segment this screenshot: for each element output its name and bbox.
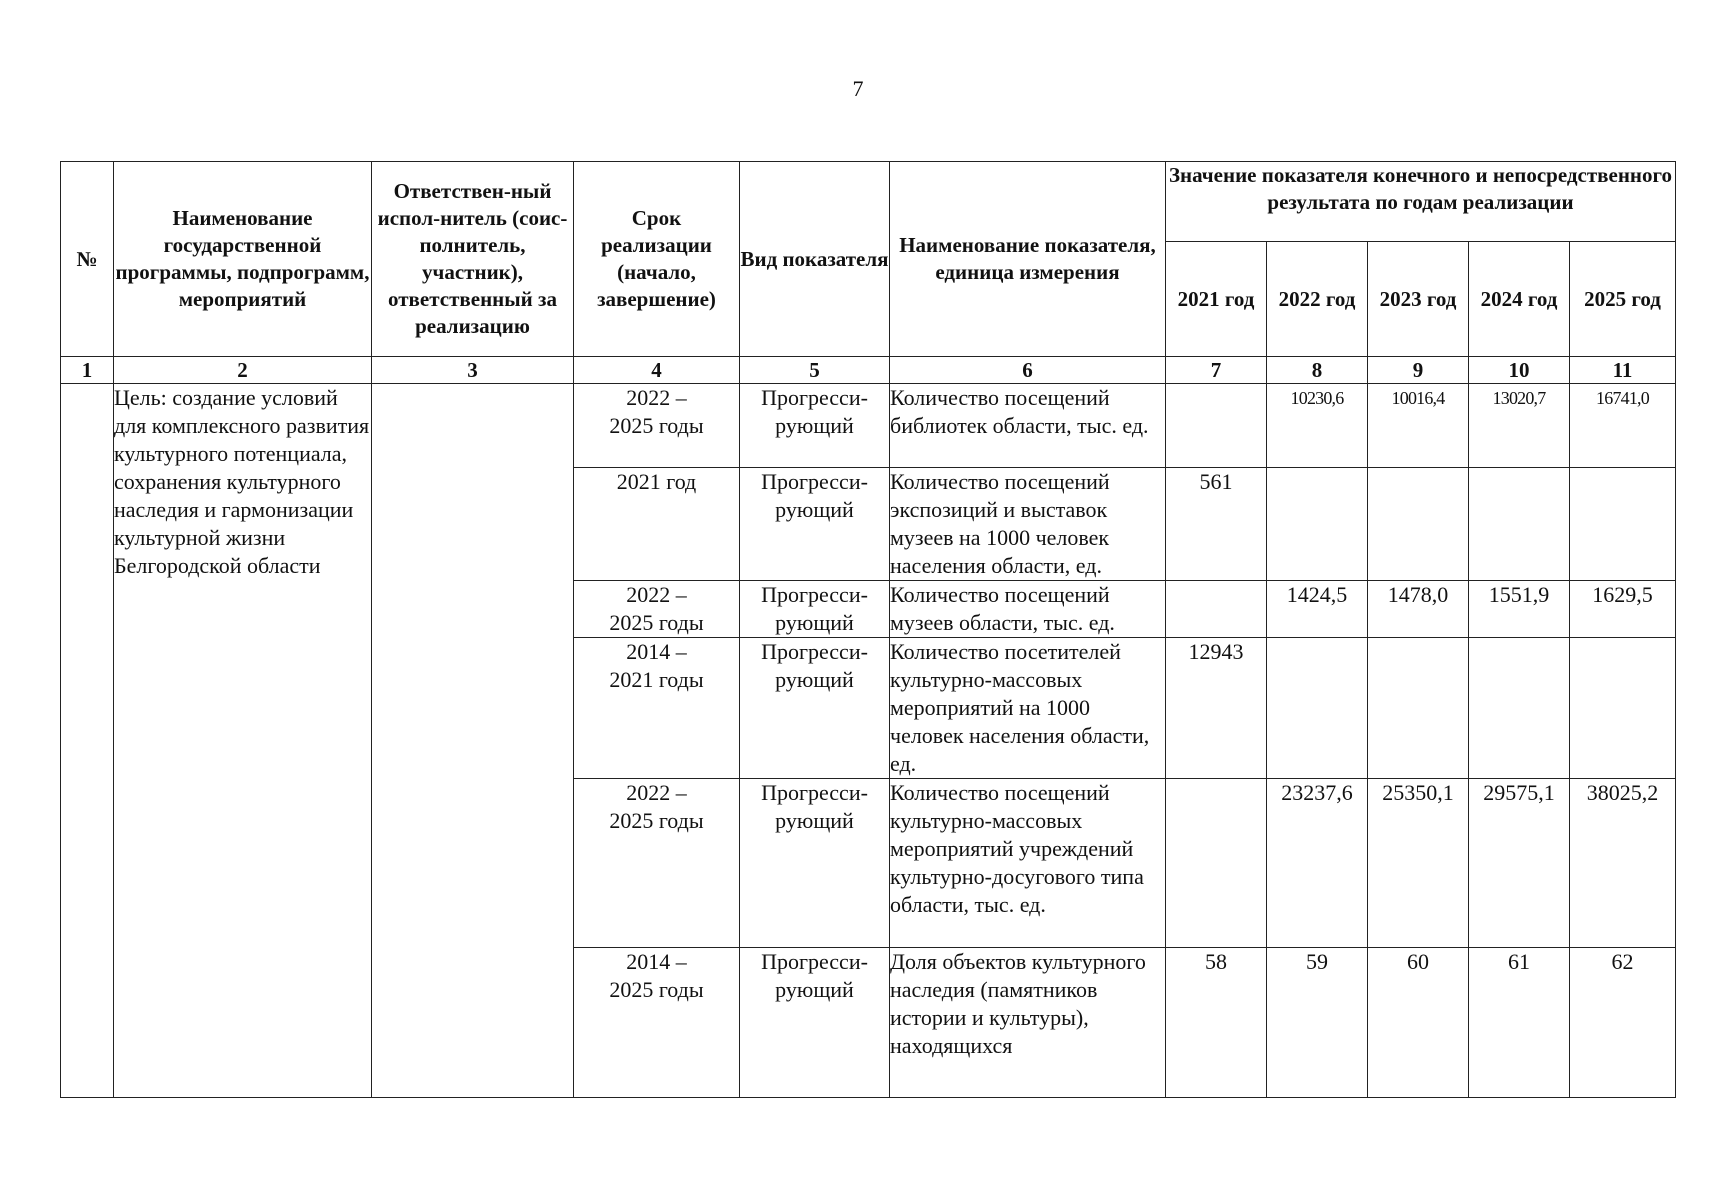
value-2021: 561 bbox=[1166, 468, 1267, 581]
indicator-type-cell: Прогресси- рующий bbox=[740, 384, 890, 468]
column-number: 5 bbox=[740, 357, 890, 384]
value-2023 bbox=[1368, 638, 1469, 779]
value-2022: 59 bbox=[1267, 948, 1368, 1098]
column-number: 10 bbox=[1469, 357, 1570, 384]
term-cell: 2014 – 2025 годы bbox=[574, 948, 740, 1098]
header-term: Срок реализации (начало, завершение) bbox=[574, 162, 740, 357]
indicator-name-cell: Количество посетителей культурно-массовых мероприятий на 1000 человек населения области, ед. bbox=[890, 638, 1166, 779]
value-2023 bbox=[1368, 468, 1469, 581]
indicator-type-cell: Прогресси- рующий bbox=[740, 581, 890, 638]
table-row bbox=[61, 384, 1676, 468]
value-2021: 12943 bbox=[1166, 638, 1267, 779]
column-number: 1 bbox=[61, 357, 114, 384]
column-number: 8 bbox=[1267, 357, 1368, 384]
value-2024: 1551,9 bbox=[1469, 581, 1570, 638]
value-2021 bbox=[1166, 581, 1267, 638]
column-number: 6 bbox=[890, 357, 1166, 384]
value-2022: 10230,6 bbox=[1267, 384, 1368, 468]
value-2023: 1478,0 bbox=[1368, 581, 1469, 638]
value-2021: 58 bbox=[1166, 948, 1267, 1098]
indicator-name-cell: Количество посещений библиотек области, тыс. ед. bbox=[890, 384, 1166, 468]
column-number: 2 bbox=[114, 357, 372, 384]
term-cell: 2022 – 2025 годы bbox=[574, 384, 740, 468]
value-2025: 62 bbox=[1570, 948, 1676, 1098]
header-executor: Ответствен-ный испол-нитель (соис-полнитель, участник), ответственный за реализацию bbox=[372, 162, 574, 357]
column-number: 4 bbox=[574, 357, 740, 384]
header-year-2022: 2022 год bbox=[1267, 242, 1368, 357]
indicators-table bbox=[60, 161, 1676, 1098]
column-number: 7 bbox=[1166, 357, 1267, 384]
column-number: 3 bbox=[372, 357, 574, 384]
value-2023: 60 bbox=[1368, 948, 1469, 1098]
indicator-name-cell: Количество посещений музеев области, тыс. ед. bbox=[890, 581, 1166, 638]
value-2024: 13020,7 bbox=[1469, 384, 1570, 468]
indicator-type-cell: Прогресси- рующий bbox=[740, 779, 890, 948]
header-year-2021: 2021 год bbox=[1166, 242, 1267, 357]
indicator-name-cell: Количество посещений культурно-массовых мероприятий учреждений культурно-досугового типа области, тыс. ед. bbox=[890, 779, 1166, 948]
indicator-type-cell: Прогресси- рующий bbox=[740, 948, 890, 1098]
header-program-name: Наименование государственной программы, подпрограмм, мероприятий bbox=[114, 162, 372, 357]
value-2022: 1424,5 bbox=[1267, 581, 1368, 638]
value-2025: 38025,2 bbox=[1570, 779, 1676, 948]
value-2024: 29575,1 bbox=[1469, 779, 1570, 948]
term-cell: 2022 – 2025 годы bbox=[574, 581, 740, 638]
term-cell: 2021 год bbox=[574, 468, 740, 581]
value-2022 bbox=[1267, 468, 1368, 581]
indicator-name-cell: Количество посещений экспозиций и выставок музеев на 1000 человек населения области, ед. bbox=[890, 468, 1166, 581]
value-2024 bbox=[1469, 468, 1570, 581]
value-2023: 10016,4 bbox=[1368, 384, 1469, 468]
value-2025 bbox=[1570, 638, 1676, 779]
goal-text: Цель: создание условий для комплексного развития культурного потенциала, сохранения культурного наследия и гармонизации культурной жизни Белгородской области bbox=[114, 384, 372, 1098]
executor-cell bbox=[372, 384, 574, 1098]
term-cell: 2014 – 2021 годы bbox=[574, 638, 740, 779]
column-number: 9 bbox=[1368, 357, 1469, 384]
value-2025 bbox=[1570, 468, 1676, 581]
value-2024: 61 bbox=[1469, 948, 1570, 1098]
value-2021 bbox=[1166, 779, 1267, 948]
value-2025: 1629,5 bbox=[1570, 581, 1676, 638]
value-2023: 25350,1 bbox=[1368, 779, 1469, 948]
header-year-2023: 2023 год bbox=[1368, 242, 1469, 357]
row-number-cell bbox=[61, 384, 114, 1098]
value-2022: 23237,6 bbox=[1267, 779, 1368, 948]
term-cell: 2022 – 2025 годы bbox=[574, 779, 740, 948]
header-year-2024: 2024 год bbox=[1469, 242, 1570, 357]
header-row bbox=[61, 162, 1676, 242]
value-2022 bbox=[1267, 638, 1368, 779]
header-year-2025: 2025 год bbox=[1570, 242, 1676, 357]
header-indicator-name: Наименование показателя, единица измерения bbox=[890, 162, 1166, 357]
header-indicator-type: Вид показателя bbox=[740, 162, 890, 357]
indicator-name-cell: Доля объектов культурного наследия (памятников истории и культуры), находящихся bbox=[890, 948, 1166, 1098]
value-2025: 16741,0 bbox=[1570, 384, 1676, 468]
value-2021 bbox=[1166, 384, 1267, 468]
column-number: 11 bbox=[1570, 357, 1676, 384]
header-num: № bbox=[61, 162, 114, 357]
indicator-type-cell: Прогресси- рующий bbox=[740, 638, 890, 779]
page-number: 7 bbox=[852, 76, 864, 101]
indicator-type-cell: Прогресси- рующий bbox=[740, 468, 890, 581]
header-values-group: Значение показателя конечного и непосредственного результата по годам реализации bbox=[1166, 162, 1676, 242]
value-2024 bbox=[1469, 638, 1570, 779]
column-numbers-row bbox=[61, 357, 1676, 384]
